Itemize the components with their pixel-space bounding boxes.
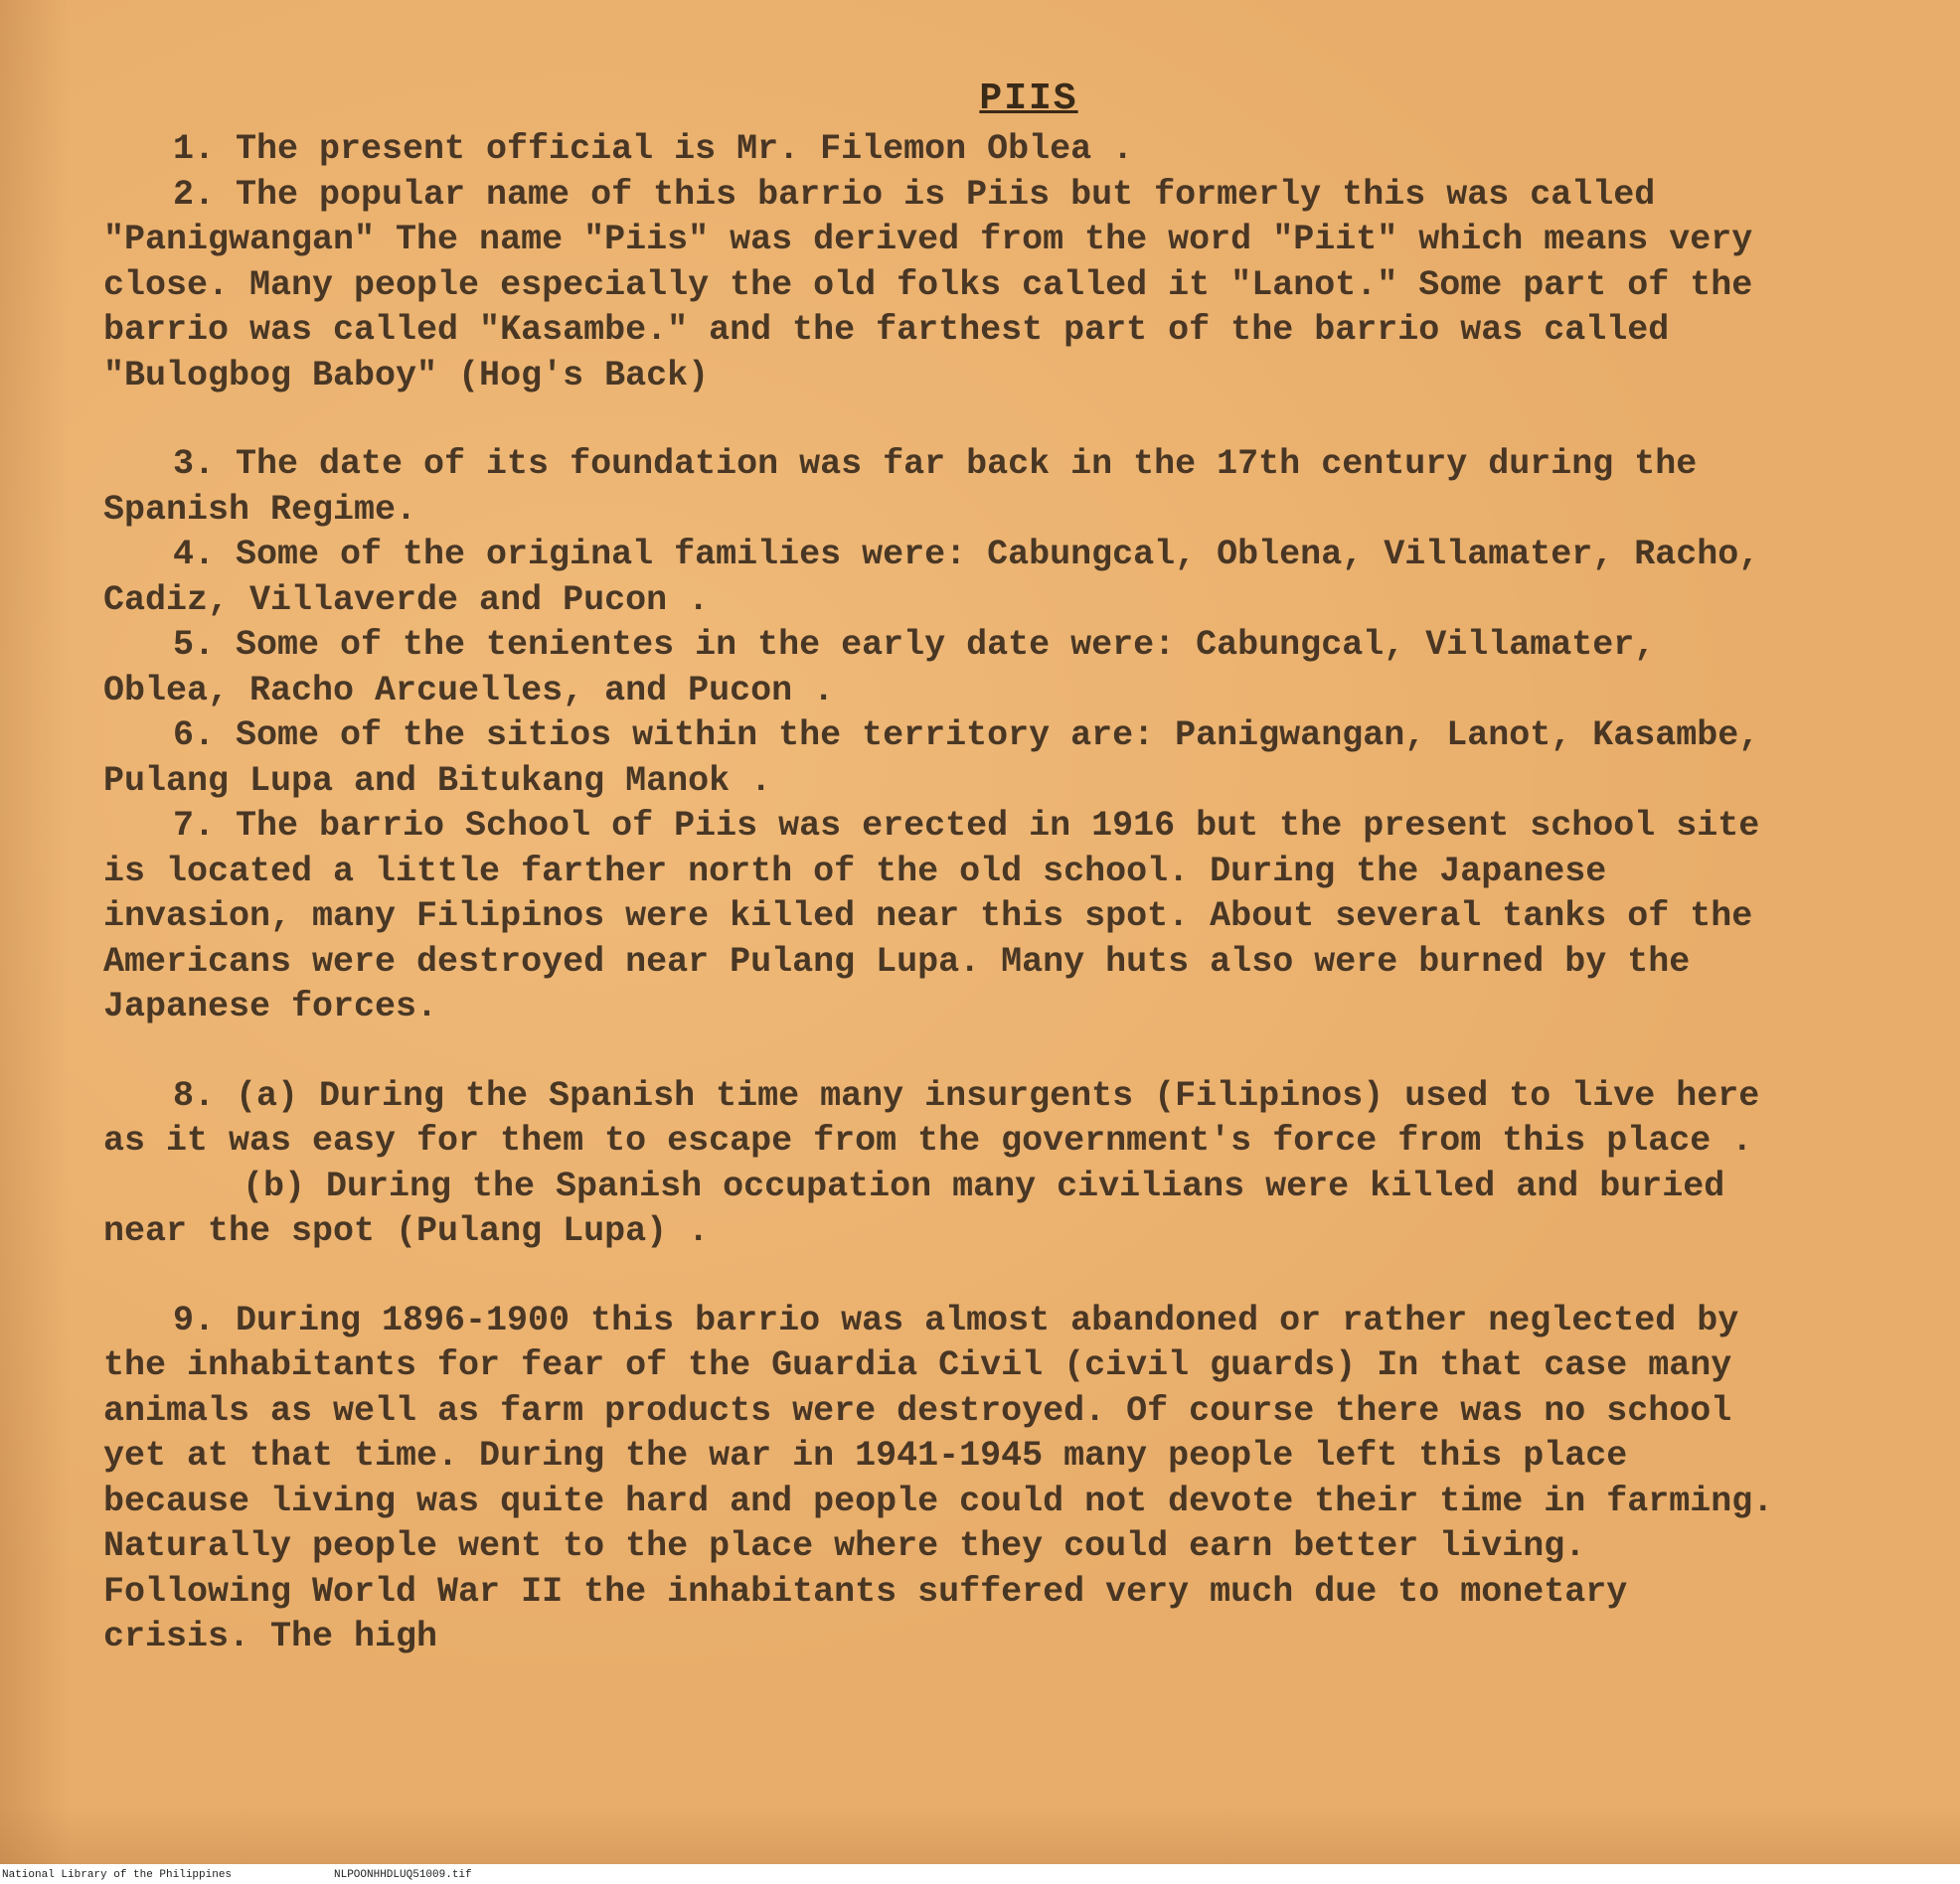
paragraph-7: 7. The barrio School of Piis was erected in 1916 but the present school site is located a little farther north of the old school. During the Japanese invasion, many Filipinos were killed near this spot. About several tanks of the Americans were destroyed near Pulang Lupa. Many huts also were burned by the Japanese forces. <box>103 806 1760 1026</box>
paragraph-9: 9. During 1896-1900 this barrio was almost abandoned or rather neglected by the inhabitants for fear of the Guardia Civil (civil guards) In that case many animals as well as farm products were destroyed. Of course there was no school yet at that time. During the war in 1941-1945 many people left this place because living was quite hard and people could not devote their time in farming. Naturally people went to the place where they could earn better living. Following World War II the inhabitants suffered very much due to monetary crisis. The high <box>103 1300 1774 1656</box>
paragraph-8b: (b) During the Spanish occupation many civilians were killed and buried near the spot (Pulang Lupa) . <box>103 1166 1725 1251</box>
paragraph-3: 3. The date of its foundation was far back in the 17th century during the Spanish Regime. <box>103 444 1698 530</box>
document-body <box>103 127 1793 1660</box>
page-title: PIIS <box>979 78 1078 120</box>
library-credit: National Library of the Philippines <box>2 1869 233 1881</box>
paragraph-2: 2. The popular name of this barrio is Piis but formerly this was called "Panigwangan" The name "Piis" was derived from the word "Piit" which means very close. Many people especially the old folks called it "Lanot." Some part of the barrio was called "Kasambe." and the farthest part of the barrio was called "Bulogbog Baboy" (Hog's Back) <box>103 174 1753 395</box>
file-identifier: NLPOONHHDLUQ51009.tif <box>334 1869 472 1881</box>
paragraph-8a: 8. (a) During the Spanish time many insurgents (Filipinos) used to live here as it was easy for them to escape from the government's force from this place . <box>103 1075 1760 1161</box>
scan-footer <box>0 1866 1960 1884</box>
paragraph-4: 4. Some of the original families were: Cabungcal, Oblena, Villamater, Racho, Cadiz, Villaverde and Pucon . <box>103 535 1760 620</box>
paragraph-1: 1. The present official is Mr. Filemon Oblea . <box>173 129 1134 169</box>
paragraph-6: 6. Some of the sitios within the territory are: Panigwangan, Lanot, Kasambe, Pulang Lupa and Bitukang Manok . <box>103 715 1760 801</box>
paragraph-5: 5. Some of the tenientes in the early date were: Cabungcal, Villamater, Oblea, Racho Arcuelles, and Pucon . <box>103 625 1656 710</box>
